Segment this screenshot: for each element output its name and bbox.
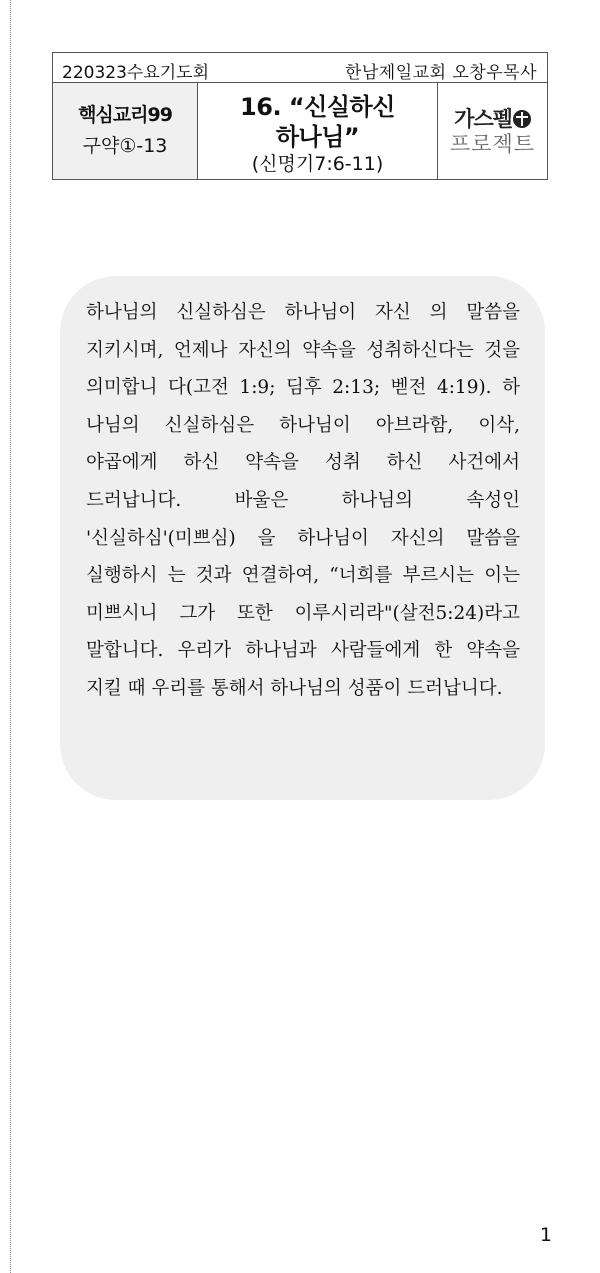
title-cell — [198, 83, 438, 179]
header-table — [52, 52, 548, 180]
series-subtitle: 구약①-13 — [82, 135, 168, 157]
sermon-title-line1: 16. “신실하신 — [240, 93, 395, 121]
scripture-reference: (신명기7:6-11) — [251, 153, 384, 175]
logo-text-bottom: 프로젝트 — [449, 132, 536, 156]
logo-cell — [438, 83, 547, 179]
series-cell — [53, 83, 198, 179]
binding-margin-line — [10, 0, 11, 1273]
content-box — [60, 276, 545, 800]
event-date-label: 220323수요기도회 — [62, 63, 210, 83]
sermon-title-line2: 하나님” — [275, 123, 360, 151]
page-number: 1 — [539, 1224, 552, 1246]
logo-text-top: 가스펠 — [454, 107, 512, 131]
church-pastor-label: 한남제일교회 오창우목사 — [344, 63, 537, 83]
series-title: 핵심교리99 — [78, 104, 172, 126]
cross-circle-icon — [513, 110, 531, 128]
header-top-row — [53, 53, 547, 83]
body-paragraph: 하나님의 신실하심은 하나님이 자신 의 말씀을 지키시며, 언제나 자신의 약속을 성취하신다는 것을 의미합니 다(고전 1:9; 딤후 2:13; 벧전 4:19). 하 나님의 신실하심은 하나님이 아브라함, 이삭, 야곱에게 하신 약속을 성취 하신 사건에서 드러납니다. 바울은 하나님의 속성인 '신실하심'(미쁘심) 을 하나님이 자신의 말씀을 실행하시 는 것과 연결하여, “너희를 부르시는 이는 미쁘시니 그가 또한 이루시리라"(살전5:24)라고 말합니다. 우리가 하나님과 사람들에게 한 약속을 지킬 때 우리를 통해서 하나님의 성품이 드러납니다. — [86, 302, 520, 699]
